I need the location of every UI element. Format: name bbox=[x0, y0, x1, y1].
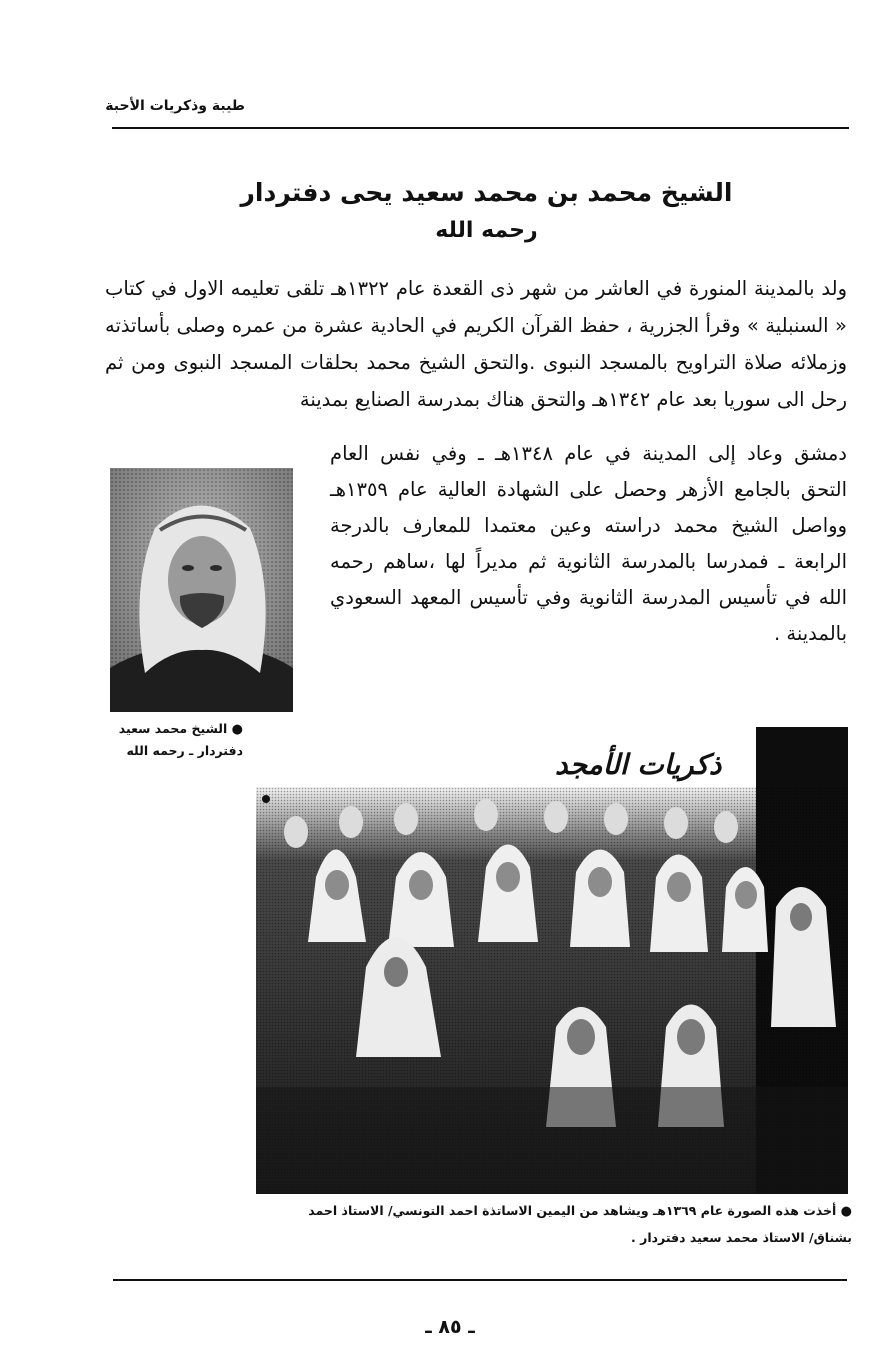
paragraph-text: ولد بالمدينة المنورة في العاشر من شهر ذى القعدة عام ١٣٢٢هـ تلقى تعليمه الاول في كتاب « السنبلية » وقرأ الجزرية ، حفظ القرآن الكريم في الحادية عشرة من عمره وصلى بأساتذته وزملائه صلاة التراويح بالمسجد النبوى .والتحق الشيخ محمد بحلقات المسجد النبوى ومن ثم رحل الى سوريا بعد عام ١٣٤٢هـ والتحق هناك بمدرسة الصنايع بمدينة bbox=[105, 277, 847, 411]
caption-line bbox=[258, 1198, 852, 1225]
caption-line bbox=[103, 718, 243, 740]
caption-line: بشناق/ الاستاذ محمد سعيد دفتردار . bbox=[631, 1230, 852, 1245]
biography-paragraph-1 bbox=[105, 270, 847, 418]
group-photo-caption bbox=[258, 1198, 852, 1251]
photo-stamp: ذكريات الأمجد bbox=[555, 748, 722, 781]
portrait-photo bbox=[110, 468, 293, 712]
article-title: الشيخ محمد بن محمد سعيد يحى دفتردار bbox=[240, 178, 733, 207]
paragraph-text: دمشق وعاد إلى المدينة في عام ١٣٤٨هـ ـ وفي نفس العام التحق بالجامع الأزهر وحصل على الشهادة العالية عام ١٣٥٩هـ وواصل الشيخ محمد دراسته وعين معتمدا للمعارف بالدرجة الرابعة ـ فمدرسا بالمدرسة الثانوية ثم مديراً لها ،ساهم رحمه الله في تأسيس المدرسة الثانوية وفي تأسيس المعهد السعودي بالمدينة . bbox=[330, 442, 847, 645]
caption-line: دفتردار ـ رحمه الله bbox=[126, 743, 243, 758]
article-subtitle: رحمه الله bbox=[435, 218, 538, 243]
biography-paragraph-2 bbox=[330, 436, 847, 652]
running-header: طيبة وذكريات الأحبة bbox=[105, 98, 245, 114]
group-photo bbox=[256, 727, 848, 1194]
header-divider bbox=[112, 127, 849, 129]
caption-text: أخذت هذه الصورة عام ١٣٦٩هـ ويشاهد من اليمين الاساتذة احمد التونسي/ الاستاذ احمد bbox=[308, 1203, 837, 1218]
bullet-icon: ● bbox=[840, 1204, 852, 1219]
caption-text: الشيخ محمد سعيد bbox=[118, 721, 228, 736]
footer-divider bbox=[113, 1279, 847, 1281]
portrait-caption bbox=[103, 718, 243, 761]
bullet-icon: ● bbox=[231, 722, 243, 737]
page-number: ـ ٨٥ ـ bbox=[425, 1316, 475, 1338]
